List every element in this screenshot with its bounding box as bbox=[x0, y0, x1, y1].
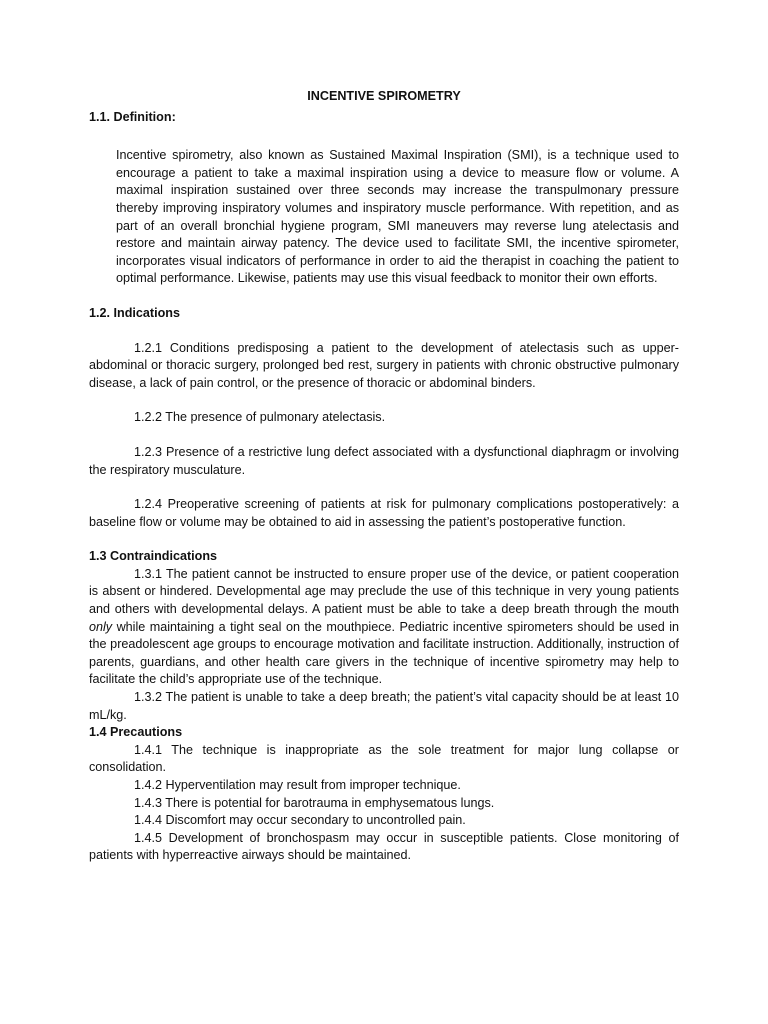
contraindication-1-3-1 bbox=[89, 566, 679, 689]
contraindication-1-3-1-emphasis: only bbox=[89, 619, 113, 634]
contraindication-1-3-1-text-b: while maintaining a tight seal on the mouthpiece. Pediatric incentive spirometers should be used in the preadolescent age groups to encourage motivation and facilitate instruction. Additionally, instruction of parents, guardians, and other health care givers in the technique of incentive spirometry may help to facilitate the child’s appropriate use of the technique. bbox=[89, 619, 679, 687]
section-heading-indications: 1.2. Indications bbox=[89, 305, 180, 320]
precaution-1-4-3: 1.4.3 There is potential for barotrauma in emphysematous lungs. bbox=[134, 795, 495, 810]
section-heading-contraindications: 1.3 Contraindications bbox=[89, 549, 218, 564]
document-title: INCENTIVE SPIROMETRY bbox=[307, 89, 461, 103]
contraindication-1-3-2: 1.3.2 The patient is unable to take a deep breath; the patient’s vital capacity should be at least 10 mL/kg. bbox=[89, 690, 679, 722]
indication-1-2-2: 1.2.2 The presence of pulmonary atelectasis. bbox=[134, 410, 386, 425]
precaution-1-4-5: 1.4.5 Development of bronchospasm may occur in susceptible patients. Close monitoring of patients with hyperreactive airways should be maintained. bbox=[89, 830, 679, 863]
indication-1-2-3: 1.2.3 Presence of a restrictive lung defect associated with a dysfunctional diaphragm or involving the respiratory musculature. bbox=[89, 444, 679, 477]
precaution-1-4-1: 1.4.1 The technique is inappropriate as the sole treatment for major lung collapse or consolidation. bbox=[89, 742, 679, 775]
section-heading-definition: 1.1. Definition: bbox=[89, 109, 176, 124]
indication-1-2-4: 1.2.4 Preoperative screening of patients at risk for pulmonary complications postoperatively: a baseline flow or volume may be obtained to aid in assessing the patient’s postoperative function. bbox=[89, 497, 679, 529]
precaution-1-4-2: 1.4.2 Hyperventilation may result from improper technique. bbox=[134, 778, 461, 792]
section-heading-precautions: 1.4 Precautions bbox=[89, 725, 183, 740]
contraindication-1-3-1-text-a: 1.3.1 The patient cannot be instructed to ensure proper use of the device, or patient cooperation is absent or hindered. Developmental age may preclude the use of this technique in very young patients and others with developmental delays. A patient must be able to take a deep breath through the mouth bbox=[89, 566, 679, 617]
indication-1-2-1: 1.2.1 Conditions predisposing a patient to the development of atelectasis such as upper-abdominal or thoracic surgery, prolonged bed rest, surgery in patients with chronic obstructive pulmonary disease, a lack of pain control, or the presence of thoracic or abdominal binders. bbox=[89, 340, 679, 390]
definition-paragraph: Incentive spirometry, also known as Sustained Maximal Inspiration (SMI), is a technique used to encourage a patient to take a maximal inspiration using a device to measure flow or volume. A maximal inspiration sustained over three seconds may increase the transpulmonary pressure thereby improving inspiratory volumes and inspiratory muscle performance. With repetition, and as part of an overall bronchial hygiene program, SMI maneuvers may reverse lung atelectasis and restore and maintain airway patency. The device used to facilitate SMI, the incentive spirometer, incorporates visual indicators of performance in order to aid the therapist in coaching the patient to optimal performance. Likewise, patients may use this visual feedback to monitor their own efforts. bbox=[116, 148, 679, 286]
precaution-1-4-4: 1.4.4 Discomfort may occur secondary to uncontrolled pain. bbox=[134, 813, 466, 828]
